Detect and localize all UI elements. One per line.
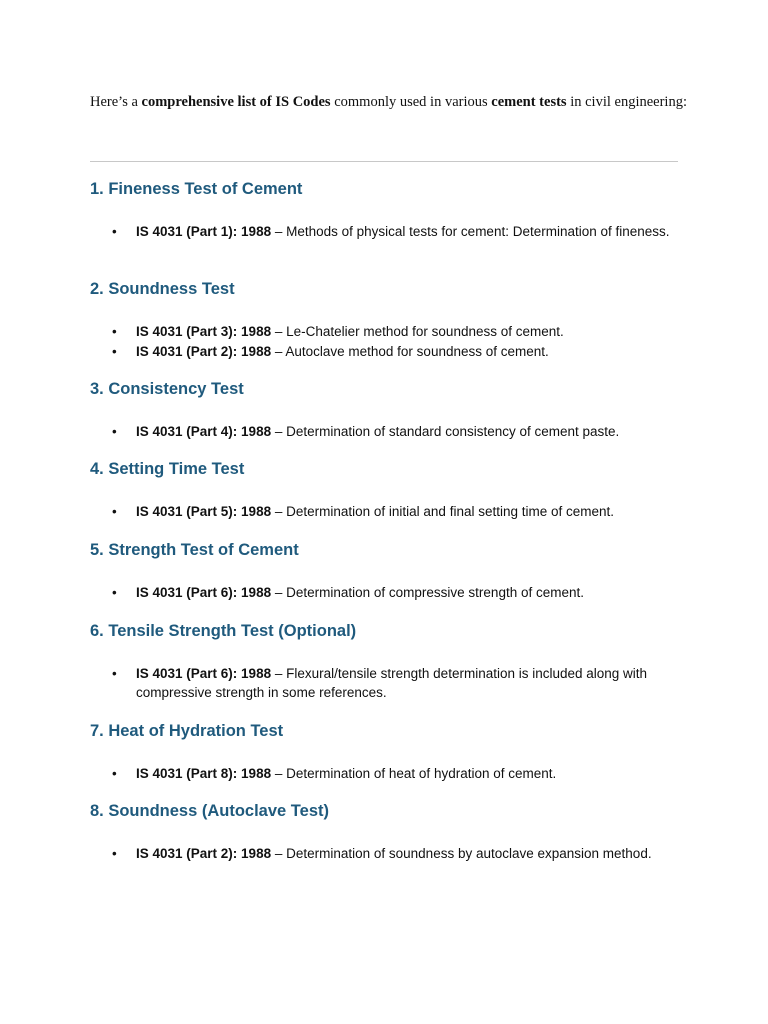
is-code: IS 4031 (Part 8): 1988 <box>136 766 272 781</box>
bullet-icon: • <box>112 504 117 519</box>
section-tensile-strength-test <box>90 621 678 702</box>
is-code: IS 4031 (Part 4): 1988 <box>136 424 272 439</box>
code-list <box>90 664 678 702</box>
section-heading: 6. Tensile Strength Test (Optional) <box>90 622 357 640</box>
code-list <box>90 764 678 783</box>
is-code: IS 4031 (Part 6): 1988 <box>136 585 272 600</box>
code-description: – Methods of physical tests for cement: Determination of fineness. <box>271 224 670 239</box>
code-description: – Determination of heat of hydration of cement. <box>271 766 557 781</box>
is-code: IS 4031 (Part 5): 1988 <box>136 504 272 519</box>
list-item <box>90 342 678 361</box>
list-item <box>90 502 678 521</box>
section-heading: 5. Strength Test of Cement <box>90 541 299 559</box>
intro-bold-1: comprehensive list of IS Codes <box>141 94 331 110</box>
section-heading: 1. Fineness Test of Cement <box>90 180 303 198</box>
bullet-icon: • <box>112 344 117 359</box>
section-heading: 8. Soundness (Autoclave Test) <box>90 802 329 820</box>
section-heading: 7. Heat of Hydration Test <box>90 722 284 740</box>
code-description: – Determination of soundness by autoclave expansion method. <box>271 846 652 861</box>
code-list <box>90 583 678 602</box>
bullet-icon: • <box>112 424 117 439</box>
is-code: IS 4031 (Part 2): 1988 <box>136 344 272 359</box>
is-code: IS 4031 (Part 2): 1988 <box>136 846 272 861</box>
intro-text-1: Here’s a <box>90 94 142 110</box>
section-autoclave-test <box>90 801 678 863</box>
code-list <box>90 322 678 361</box>
code-description: – Autoclave method for soundness of cement. <box>271 344 549 359</box>
list-item <box>90 844 678 863</box>
code-list <box>90 222 678 241</box>
section-consistency-test <box>90 379 678 441</box>
section-heat-of-hydration-test <box>90 721 678 783</box>
code-description: – Determination of standard consistency of cement paste. <box>271 424 620 439</box>
bullet-icon: • <box>112 666 117 681</box>
bullet-icon: • <box>112 224 117 239</box>
intro-text-2: commonly used in various <box>330 94 492 110</box>
horizontal-divider <box>90 161 678 162</box>
intro-text-3: in civil engineering: <box>566 94 687 110</box>
list-item <box>90 583 678 602</box>
code-description: – Determination of compressive strength of cement. <box>271 585 584 600</box>
code-list <box>90 502 678 521</box>
section-soundness-test <box>90 279 678 361</box>
code-description: – Le-Chatelier method for soundness of cement. <box>271 324 564 339</box>
code-description: – Determination of initial and final setting time of cement. <box>271 504 615 519</box>
list-item <box>90 222 678 241</box>
code-list <box>90 422 678 441</box>
is-code: IS 4031 (Part 6): 1988 <box>136 666 272 681</box>
section-heading: 2. Soundness Test <box>90 280 235 298</box>
section-fineness-test <box>90 179 678 241</box>
section-heading: 3. Consistency Test <box>90 380 244 398</box>
list-item <box>90 664 678 702</box>
is-code: IS 4031 (Part 3): 1988 <box>136 324 272 339</box>
bullet-icon: • <box>112 324 117 339</box>
section-heading: 4. Setting Time Test <box>90 460 245 478</box>
list-item <box>90 764 678 783</box>
section-setting-time-test <box>90 459 678 521</box>
bullet-icon: • <box>112 846 117 861</box>
list-item <box>90 322 678 341</box>
bullet-icon: • <box>112 766 117 781</box>
code-list <box>90 844 678 863</box>
code-description: – Flexural/tensile strength determination is included along with compressive strength in some references. <box>136 666 648 700</box>
list-item <box>90 422 678 441</box>
section-strength-test <box>90 540 678 602</box>
is-code: IS 4031 (Part 1): 1988 <box>136 224 272 239</box>
intro-paragraph <box>90 93 690 111</box>
intro-bold-2: cement tests <box>491 94 567 110</box>
bullet-icon: • <box>112 585 117 600</box>
